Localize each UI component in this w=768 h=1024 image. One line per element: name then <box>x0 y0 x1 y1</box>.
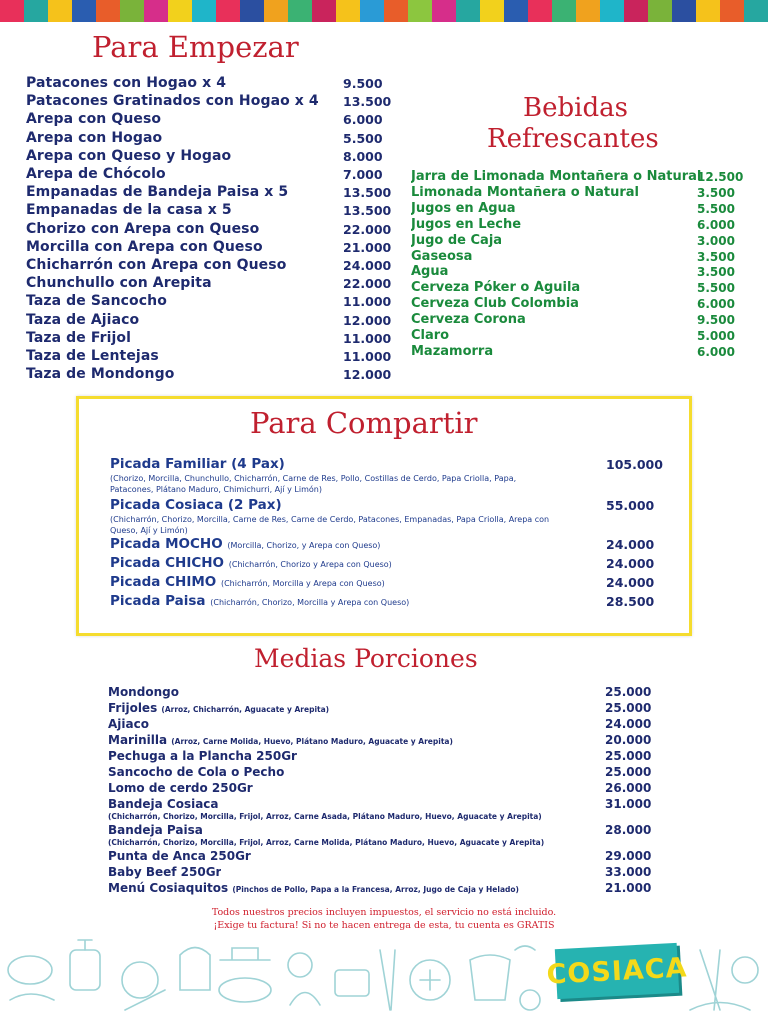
menu-item <box>26 311 392 328</box>
menu-item-price: 9.500 <box>697 313 735 328</box>
menu-item-name-text: Picada CHICHO <box>110 555 225 571</box>
menu-item-price: 9.500 <box>343 76 383 91</box>
menu-item-name-text: Gaseosa <box>411 248 473 264</box>
menu-item-name <box>26 111 161 127</box>
section-title-para-compartir: Para Compartir <box>250 406 478 440</box>
menu-item-price: 20.000 <box>605 733 652 747</box>
menu-item-name <box>26 275 212 291</box>
menu-item-name <box>110 456 285 472</box>
stripe-segment <box>648 0 672 22</box>
menu-item-name-text: Claro <box>411 328 450 343</box>
menu-item-name <box>108 865 221 879</box>
menu-item <box>26 220 392 237</box>
menu-item-name-text: Cerveza Póker o Águila <box>411 280 581 296</box>
menu-item <box>411 248 735 264</box>
menu-item-name <box>108 881 519 895</box>
stripe-segment <box>0 0 24 22</box>
menu-item-name <box>26 348 159 364</box>
menu-item-price: 13.500 <box>343 185 392 201</box>
menu-item <box>108 849 652 863</box>
menu-item <box>26 93 392 110</box>
menu-item-price: 22.000 <box>343 221 392 237</box>
stripe-segment <box>24 0 48 22</box>
menu-item-price: 3.500 <box>697 265 735 280</box>
menu-item-name <box>108 849 251 863</box>
menu-item-name-text: Mondongo <box>108 685 179 699</box>
menu-item-price: 105.000 <box>606 457 663 472</box>
section-title-bebidas-line2: Refrescantes <box>487 124 659 154</box>
stripe-segment <box>120 0 144 22</box>
cosiaca-logo <box>545 943 689 999</box>
menu-item <box>110 456 663 472</box>
menu-item-price: 21.000 <box>605 881 652 895</box>
menu-item <box>411 184 735 200</box>
menu-item-name <box>108 717 149 731</box>
menu-item <box>108 685 652 699</box>
menu-item-price: 5.000 <box>697 329 735 343</box>
menu-item-description: (Arroz, Chicharrón, Aguacate y Arepita) <box>161 705 330 714</box>
menu-item-name-text: Empanadas de Bandeja Paisa x 5 <box>26 184 289 201</box>
menu-item-description: (Morcilla, Chorizo, y Arepa con Queso) <box>227 541 381 550</box>
menu-item-name-text: Picada Familiar (4 Pax) <box>110 456 285 472</box>
menu-item-name <box>26 293 167 309</box>
menu-item-name <box>26 148 231 164</box>
menu-item-name <box>26 166 166 182</box>
stripe-segment <box>144 0 168 22</box>
menu-item-name-text: Picada Cosiaca (2 Pax) <box>110 497 282 513</box>
menu-item-price: 6.000 <box>697 217 735 232</box>
menu-item-name-text: Taza de Sancocho <box>26 293 167 310</box>
menu-item <box>108 733 652 747</box>
menu-item-price: 25.000 <box>605 749 652 763</box>
menu-item-name-text: Pechuga a la Plancha 250Gr <box>108 749 297 763</box>
menu-item-description: (Chicharrón, Morcilla y Arepa con Queso) <box>220 579 385 588</box>
stripe-segment <box>528 0 552 22</box>
menu-item-price: 6.000 <box>697 297 735 312</box>
menu-item-name <box>26 202 232 218</box>
menu-item-price: 8.000 <box>343 148 383 164</box>
menu-item-name-text: Bandeja Cosiaca <box>108 797 219 811</box>
menu-item <box>26 366 392 383</box>
menu-item-name <box>411 249 472 264</box>
menu-item <box>411 343 735 359</box>
menu-item-name <box>411 328 449 343</box>
menu-item-price: 55.000 <box>606 498 655 513</box>
stripe-segment <box>288 0 312 22</box>
menu-item-name-text: Chunchullo con Arepita <box>26 275 212 292</box>
menu-item <box>411 169 744 184</box>
menu-item-name-text: Lomo de cerdo 250Gr <box>108 781 253 795</box>
stripe-segment <box>624 0 648 22</box>
menu-item-name-text: Arepa con Hogao <box>26 129 163 146</box>
stripe-segment <box>72 0 96 22</box>
menu-item-name <box>26 75 226 91</box>
menu-item-name-text: Jugo de Caja <box>411 232 503 248</box>
menu-item <box>26 202 392 219</box>
stripe-segment <box>672 0 696 22</box>
menu-item <box>108 701 652 715</box>
menu-item <box>411 200 735 216</box>
menu-item <box>26 129 383 146</box>
menu-item-name-text: Chorizo con Arepa con Queso <box>26 220 260 237</box>
menu-item-name-text: Taza de Mondongo <box>26 366 175 383</box>
menu-item-description: (Arroz, Carne Molida, Huevo, Plátano Maduro, Aguacate y Arepita) <box>171 737 453 746</box>
menu-item-name <box>411 185 639 200</box>
menu-item <box>26 238 392 255</box>
menu-item-name <box>411 264 448 279</box>
stripe-segment <box>96 0 120 22</box>
menu-item-name-text: Patacones con Hogao x 4 <box>26 75 227 91</box>
menu-item-price: 25.000 <box>605 685 652 699</box>
menu-item-name-text: Picada MOCHO <box>110 536 223 552</box>
menu-item <box>411 264 735 280</box>
menu-item-price: 3.000 <box>697 233 735 248</box>
footer-note-invoice: ¡Exige tu factura! Si no te hacen entrega de esta, tu cuenta es GRATIS <box>213 920 555 931</box>
menu-item-name-text: Cerveza Club Colombia <box>411 296 579 312</box>
menu-item-price: 3.500 <box>697 185 735 200</box>
stripe-segment <box>48 0 72 22</box>
stripe-segment <box>168 0 192 22</box>
menu-item <box>26 257 392 273</box>
menu-item-name <box>411 217 521 232</box>
menu-item-price: 22.000 <box>343 276 392 292</box>
menu-item <box>108 717 652 731</box>
menu-item-name-text: Ajiaco <box>108 717 149 731</box>
menu-item-name <box>411 169 701 184</box>
menu-item-name <box>108 749 297 763</box>
menu-item-name <box>108 685 179 699</box>
menu-item-name-text: Picada CHIMO <box>110 574 217 590</box>
menu-item-name-text: Empanadas de la casa x 5 <box>26 202 232 219</box>
section-title-bebidas-line1: Bebidas <box>523 93 628 123</box>
cosiaca-logo-text: COSIACA <box>545 951 689 991</box>
section-title-para-empezar: Para Empezar <box>92 30 299 64</box>
menu-item <box>110 574 655 590</box>
menu-item-name <box>108 797 219 811</box>
menu-item-name-text: Punta de Anca 250Gr <box>108 849 251 863</box>
menu-item <box>26 75 383 91</box>
menu-item-price: 25.000 <box>605 701 652 715</box>
menu-item-name-text: Jugos en Agua <box>411 200 516 216</box>
stripe-segment <box>480 0 504 22</box>
menu-item-name-text: Marinilla <box>108 733 168 747</box>
menu-item-name-text: Arepa con Queso y Hogao <box>26 147 232 164</box>
menu-item <box>108 781 652 795</box>
menu-item-price: 28.000 <box>605 823 652 837</box>
menu-item-price: 24.000 <box>605 717 652 731</box>
menu-item-name <box>110 555 392 571</box>
menu-item <box>108 881 652 895</box>
menu-item <box>110 555 655 571</box>
menu-item <box>26 348 392 364</box>
menu-item-name <box>108 733 453 747</box>
menu-item-name-text: Limonada Montañera o Natural <box>411 184 639 200</box>
menu-item-price: 11.000 <box>343 349 392 364</box>
stripe-segment <box>552 0 576 22</box>
menu-item-price: 28.500 <box>606 594 655 609</box>
stripe-segment <box>336 0 360 22</box>
menu-item-price: 3.500 <box>697 249 735 264</box>
menu-item-name <box>26 130 162 146</box>
menu-item-name-text: Cerveza Corona <box>411 312 526 328</box>
stripe-segment <box>408 0 432 22</box>
menu-item-name-text: Taza de Frijol <box>26 329 132 346</box>
menu-item <box>411 296 735 312</box>
stripe-segment <box>504 0 528 22</box>
stripe-segment <box>744 0 768 22</box>
menu-item <box>26 111 383 128</box>
menu-item-price: 13.500 <box>343 94 392 110</box>
menu-item <box>108 797 652 811</box>
stripe-segment <box>576 0 600 22</box>
menu-item-name <box>411 280 580 295</box>
menu-item <box>26 166 383 182</box>
stripe-segment <box>360 0 384 22</box>
menu-item-name <box>411 233 502 248</box>
menu-item-name-text: Baby Beef 250Gr <box>108 865 222 879</box>
menu-item-name <box>411 344 493 359</box>
menu-item-price: 24.000 <box>606 575 655 590</box>
menu-item-name-text: Arepa de Chócolo <box>26 166 166 182</box>
menu-item <box>26 275 392 292</box>
menu-item-description: (Chicharrón, Chorizo, Morcilla y Arepa con Queso) <box>210 598 410 607</box>
menu-item <box>26 184 392 201</box>
menu-item-price: 5.500 <box>697 281 735 296</box>
menu-item-name <box>26 312 139 328</box>
menu-item-name <box>108 701 329 715</box>
menu-item-name <box>108 781 253 795</box>
menu-item-name-text: Taza de Ajiaco <box>26 311 140 328</box>
menu-item <box>110 593 655 609</box>
stripe-segment <box>720 0 744 22</box>
menu-item-price: 5.500 <box>697 201 735 216</box>
menu-item-ingredients: (Chicharrón, Chorizo, Morcilla, Frijol, Arroz, Carne Molida, Plátano Maduro, Huevo, Aguacate y Arepita) <box>108 838 545 847</box>
menu-item-price: 12.500 <box>697 170 744 184</box>
menu-item-price: 13.500 <box>343 203 392 219</box>
menu-item <box>411 216 735 232</box>
menu-item-price: 12.000 <box>343 312 392 328</box>
stripe-segment <box>312 0 336 22</box>
menu-item-price: 24.000 <box>606 556 655 571</box>
menu-item <box>108 749 652 763</box>
menu-item-name-text: Picada Paisa <box>110 593 206 609</box>
menu-item-price: 26.000 <box>605 781 652 795</box>
menu-item-price: 7.000 <box>343 167 383 182</box>
menu-item <box>411 232 735 248</box>
menu-item <box>411 280 735 296</box>
menu-item-name <box>26 366 174 382</box>
menu-item-ingredients: (Chicharrón, Chorizo, Morcilla, Frijol, Arroz, Carne Asada, Plátano Maduro, Huevo, Aguacate y Arepita) <box>108 812 542 821</box>
stripe-segment <box>240 0 264 22</box>
menu-item-name-text: Menú Cosiaquitos <box>108 881 229 895</box>
menu-item-description: (Pinchos de Pollo, Papa a la Francesa, Arroz, Jugo de Caja y Helado) <box>232 885 519 894</box>
menu-item-price: 6.000 <box>343 112 383 128</box>
menu-item-name-text: Arepa con Queso <box>26 111 162 128</box>
menu-item-name <box>411 296 579 311</box>
menu-item-name <box>411 312 526 327</box>
menu-item-name-text: Agua <box>411 264 449 280</box>
menu-item <box>26 293 392 310</box>
stripe-segment <box>216 0 240 22</box>
stripe-segment <box>600 0 624 22</box>
menu-item-price: 24.000 <box>606 537 655 552</box>
menu-item-ingredients: (Chicharrón, Chorizo, Morcilla, Carne de Res, Carne de Cerdo, Patacones, Empanadas, Papa Criolla, Arepa con Queso, Ají y Limón) <box>110 515 550 535</box>
color-stripe-border <box>0 0 768 22</box>
menu-item-name <box>26 93 319 109</box>
menu-item <box>108 823 652 837</box>
stripe-segment <box>432 0 456 22</box>
menu-item-name-text: Frijoles <box>108 701 158 715</box>
menu-item <box>108 865 652 879</box>
menu-item-name-text: Mazamorra <box>411 343 494 359</box>
menu-item-name <box>110 574 385 590</box>
menu-item-name <box>26 330 131 346</box>
menu-item-name <box>26 184 288 200</box>
menu-item <box>26 147 383 164</box>
menu-item-name-text: Bandeja Paisa <box>108 823 203 837</box>
menu-item <box>110 536 655 552</box>
menu-item-description: (Chicharrón, Chorizo y Arepa con Queso) <box>228 560 392 569</box>
menu-item-name <box>110 593 409 609</box>
section-title-medias-porciones: Medias Porciones <box>254 644 478 673</box>
menu-item-name-text: Taza de Lentejas <box>26 348 159 364</box>
stripe-segment <box>192 0 216 22</box>
menu-item-name-text: Chicharrón con Arepa con Queso <box>26 257 287 273</box>
menu-item-price: 11.000 <box>343 330 392 346</box>
menu-item-ingredients: (Chorizo, Morcilla, Chunchullo, Chicharrón, Carne de Res, Pollo, Costillas de Cerdo, Papa Criolla, Papa, Patacones, Plátano Maduro, Chimichurri, Ají y Limón) <box>110 474 517 494</box>
menu-item-name-text: Sancocho de Cola o Pecho <box>108 765 285 779</box>
menu-item-name-text: Jarra de Limonada Montañera o Natural <box>411 169 702 184</box>
stripe-segment <box>384 0 408 22</box>
menu-item-name <box>110 536 380 552</box>
menu-item-name <box>26 239 263 255</box>
menu-item-price: 21.000 <box>343 239 392 255</box>
footer-note-taxes: Todos nuestros precios incluyen impuestos, el servicio no está incluido. <box>211 907 557 918</box>
menu-item-price: 31.000 <box>605 797 652 811</box>
stripe-segment <box>456 0 480 22</box>
menu-item-name <box>110 497 282 513</box>
menu-item <box>26 329 392 346</box>
menu-item-name <box>26 257 286 273</box>
menu-item-name-text: Morcilla con Arepa con Queso <box>26 238 263 255</box>
menu-item-price: 29.000 <box>605 849 652 863</box>
stripe-segment <box>264 0 288 22</box>
stripe-segment <box>696 0 720 22</box>
menu-item-price: 25.000 <box>605 765 652 779</box>
menu-item-price: 33.000 <box>605 865 652 879</box>
menu-item-price: 6.000 <box>697 344 735 359</box>
menu-item <box>108 765 652 779</box>
menu-item-name <box>411 201 516 216</box>
menu-item-price: 11.000 <box>343 294 392 310</box>
menu-item-name-text: Jugos en Leche <box>411 216 522 232</box>
menu-item-price: 24.000 <box>343 258 392 273</box>
menu-item <box>411 312 735 328</box>
menu-item-name <box>26 221 259 237</box>
menu-item-name-text: Patacones Gratinados con Hogao x 4 <box>26 93 319 110</box>
menu-item <box>411 328 735 343</box>
menu-item <box>110 497 655 513</box>
menu-item-price: 5.500 <box>343 130 383 146</box>
menu-item-name <box>108 765 284 779</box>
menu-item-name <box>108 823 203 837</box>
menu-item-price: 12.000 <box>343 367 392 383</box>
